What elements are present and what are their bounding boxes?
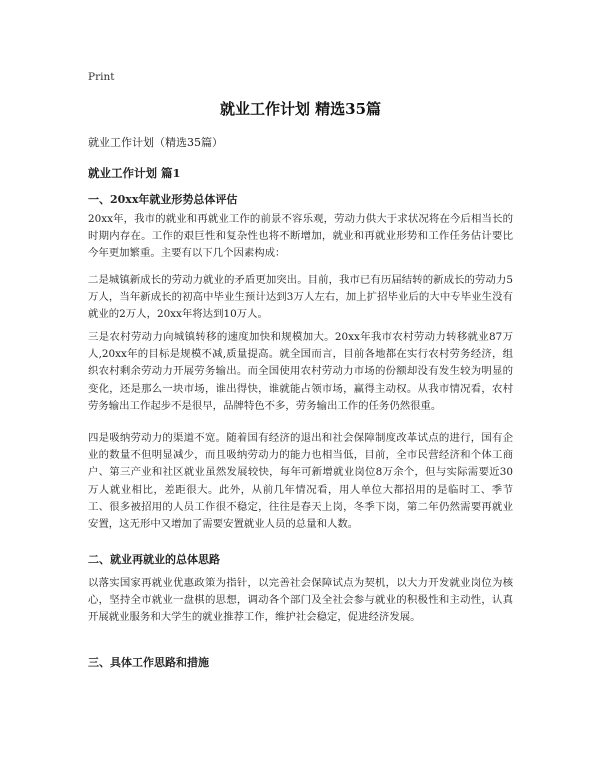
document-title: 就业工作计划 精选35篇 xyxy=(219,100,382,118)
document-subtitle: 就业工作计划（精选35篇） xyxy=(88,136,223,149)
paragraph: 四是吸纳劳动力的渠道不宽。随着国有经济的退出和社会保障制度改革试点的进行，国有企业的数量不但明显减少，而且吸纳劳动力的能力也相当低，目前，全市民营经济和个体工商户、第三产业和社区就业虽然发展较快，每年可新增就业岗位8万余个，但与实际需要近30万人就业相比，差距很大。此外，从前几年情况看，用人单位大都招用的是临时工、季节工、很多被招用的人员工作很不稳定，往往是春天上岗，冬季下岗，第二年仍然需要再就业安置，这无形中又增加了需要安置就业人员的总量和人数。 xyxy=(88,432,513,531)
heading-measures: 三、具体工作思路和措施 xyxy=(88,656,209,669)
section-heading: 就业工作计划 篇1 xyxy=(88,166,181,180)
paragraph: 20xx年，我市的就业和再就业工作的前景不容乐观，劳动力供大于求状况将在今后相当长的时期内存在。工作的艰巨性和复杂性也将不断增加，就业和再就业形势和工作任务估计要比今年更加繁重。主要有以下几个因素构成： xyxy=(88,213,513,260)
paragraph: 二是城镇新成长的劳动力就业的矛盾更加突出。目前，我市已有历届结转的新成长的劳动力5万人，当年新成长的初高中毕业生预计达到3万人左右，加上扩招毕业后的大中专毕业生没有就业的2万人，20xx年将达到10万人。 xyxy=(88,274,513,321)
paragraph: 以落实国家再就业优惠政策为指针，以完善社会保障试点为契机，以大力开发就业岗位为核心，坚持全市就业一盘棋的思想，调动各个部门及全社会参与就业的积极性和主动性，认真开展就业服务和大学生的就业推荐工作，维护社会稳定，促进经济发展。 xyxy=(88,577,513,624)
paragraph: 三是农村劳动力向城镇转移的速度加快和规模加大。20xx年我市农村劳动力转移就业87万人,20xx年的目标是规模不减,质量提高。就全国而言，目前各地都在实行农村劳务经济，组织农村剩余劳动力开展劳务输出。而全国使用农村劳动力市场的份额却没有发生较为明显的变化，还是那么一块市场，谁出得快，谁就能占领市场，赢得主动权。从我市情况看，农村劳务输出工作起步不是很早，品牌特色不多，劳务输出工作的任务仍然很重。 xyxy=(88,331,513,412)
heading-assessment: 一、20xx年就业形势总体评估 xyxy=(88,193,238,206)
heading-overall-approach: 二、就业再就业的总体思路 xyxy=(88,553,220,566)
print-label[interactable]: Print xyxy=(88,71,115,83)
